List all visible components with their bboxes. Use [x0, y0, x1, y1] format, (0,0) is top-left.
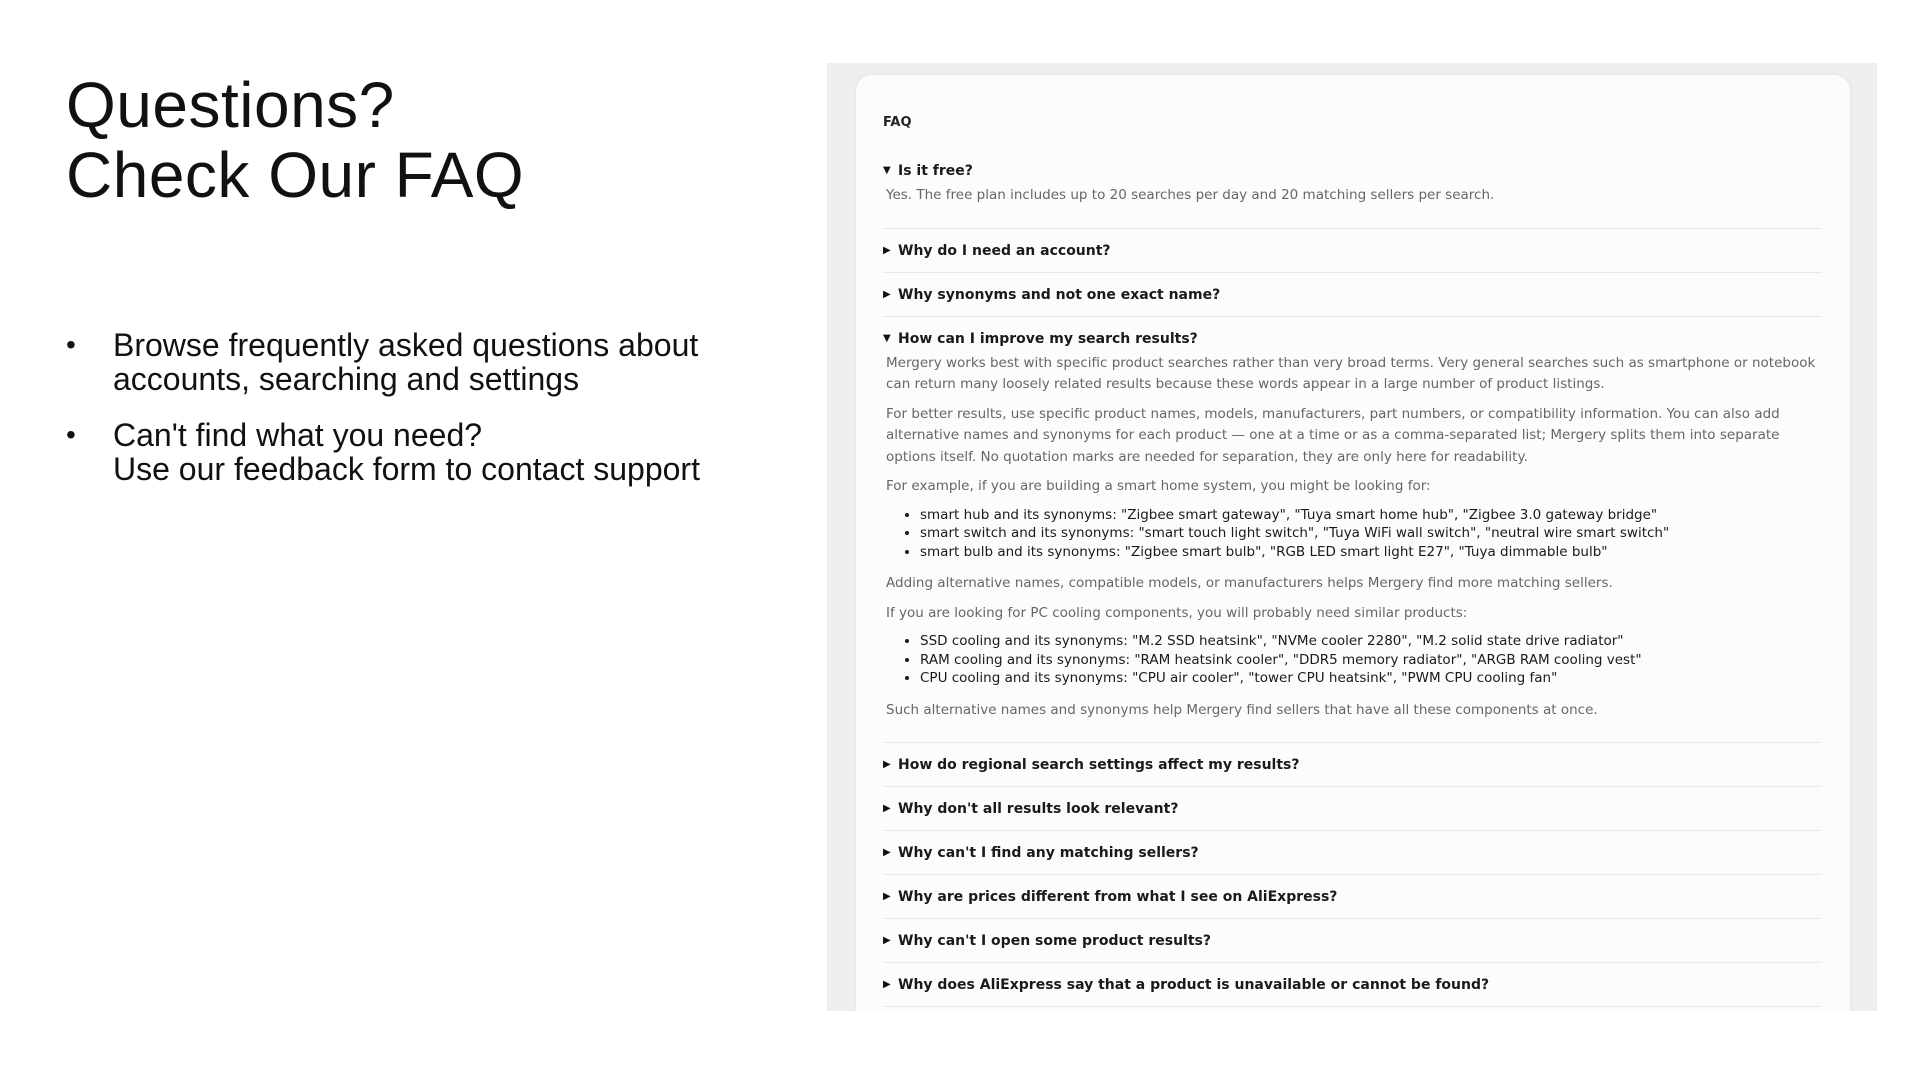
- list-item: • CPU cooling and its synonyms: "CPU air cooler", "tower CPU heatsink", "PWM CPU cooling fan": [920, 669, 1822, 688]
- faq-question-toggle[interactable]: [883, 797, 1822, 821]
- faq-answer: [883, 351, 1822, 734]
- triangle-right-icon: ▶: [883, 244, 891, 256]
- triangle-right-icon: ▶: [883, 979, 891, 990]
- faq-question-toggle[interactable]: [883, 327, 1822, 351]
- slide-bullet-list: [66, 328, 766, 508]
- triangle-right-icon: ▶: [883, 759, 891, 770]
- faq-answer-example-list: [886, 632, 1822, 688]
- faq-answer: [883, 183, 1822, 219]
- faq-heading: FAQ: [883, 115, 912, 130]
- faq-item: [883, 875, 1822, 919]
- list-item: • SSD cooling and its synonyms: "M.2 SSD heatsink", "NVMe cooler 2280", "M.2 solid state drive radiator": [920, 632, 1822, 651]
- faq-question-toggle[interactable]: [883, 753, 1822, 777]
- faq-question-text: Why do I need an account?: [898, 242, 1111, 259]
- list-item: • smart switch and its synonyms: "smart touch light switch", "Tuya WiFi wall switch", "neutral wire smart switch": [920, 524, 1822, 543]
- faq-item: [883, 831, 1822, 875]
- faq-answer-paragraph: For better results, use specific product names, models, manufacturers, part numbers, or compatibility information. You can also add alternative names and synonyms for each product — one at a time or as a comma-separated list; Mergery splits them into separate options itself. No quotation marks are needed for separation, they are only here for readability.: [886, 405, 1780, 465]
- faq-question-text: Why does AliExpress say that a product is unavailable or cannot be found?: [898, 977, 1490, 993]
- triangle-down-icon: ▼: [883, 165, 891, 176]
- bullet-text-line: Browse frequently asked questions about: [113, 327, 699, 363]
- bullet-item: [66, 418, 766, 486]
- faq-item: [883, 919, 1822, 963]
- triangle-right-icon: ▶: [883, 891, 891, 902]
- faq-question-toggle[interactable]: [883, 929, 1822, 953]
- triangle-right-icon: ▶: [883, 288, 891, 300]
- faq-question-toggle[interactable]: [883, 841, 1822, 865]
- faq-question-text: Why can't I find any matching sellers?: [898, 845, 1199, 861]
- faq-item: [883, 317, 1822, 744]
- triangle-right-icon: ▶: [883, 803, 891, 814]
- faq-answer-paragraph: Mergery works best with specific product searches rather than very broad terms. Very general searches such as smartphone or notebook can return many loosely related results because these words appear in a large number of product listings.: [886, 354, 1816, 392]
- faq-question-text: How do regional search settings affect my results?: [898, 757, 1300, 773]
- faq-item: [883, 963, 1822, 1007]
- slide-title-line-1: Questions?: [66, 69, 395, 141]
- triangle-right-icon: ▶: [883, 847, 891, 858]
- list-item: • smart bulb and its synonyms: "Zigbee smart bulb", "RGB LED smart light E27", "Tuya dimmable bulb": [920, 543, 1822, 562]
- faq-item: [883, 229, 1822, 273]
- faq-item: [883, 149, 1822, 229]
- bullet-text-line: Use our feedback form to contact support: [113, 451, 700, 487]
- faq-question-text: Is it free?: [898, 163, 973, 179]
- bullet-dot-icon: •: [66, 329, 76, 360]
- faq-answer-paragraph: If you are looking for PC cooling components, you will probably need similar products:: [886, 604, 1468, 621]
- triangle-right-icon: ▶: [883, 935, 891, 946]
- bullet-dot-icon: •: [66, 419, 76, 450]
- faq-answer-paragraph: Yes. The free plan includes up to 20 searches per day and 20 matching sellers per search.: [886, 187, 1495, 203]
- faq-question-text: Why synonyms and not one exact name?: [898, 286, 1221, 303]
- faq-list: [883, 149, 1822, 1007]
- faq-question-toggle[interactable]: [883, 283, 1822, 307]
- faq-question-text: Why don't all results look relevant?: [898, 801, 1179, 817]
- list-item: • RAM cooling and its synonyms: "RAM heatsink cooler", "DDR5 memory radiator", "ARGB RAM cooling vest": [920, 651, 1822, 670]
- slide-title: [66, 70, 524, 210]
- faq-screenshot-frame: [827, 63, 1877, 1011]
- faq-answer-paragraph: For example, if you are building a smart home system, you might be looking for:: [886, 478, 1431, 494]
- faq-question-toggle[interactable]: [883, 239, 1822, 263]
- slide-title-line-2: Check Our FAQ: [66, 139, 525, 211]
- faq-item: [883, 743, 1822, 787]
- faq-card: [856, 75, 1850, 1011]
- faq-question-text: Why can't I open some product results?: [898, 933, 1211, 949]
- faq-item: [883, 787, 1822, 831]
- faq-question-text: Why are prices different from what I see on AliExpress?: [898, 889, 1338, 905]
- list-item: • smart hub and its synonyms: "Zigbee smart gateway", "Tuya smart home hub", "Zigbee 3.0 gateway bridge": [920, 506, 1822, 525]
- faq-question-toggle[interactable]: [883, 885, 1822, 909]
- faq-answer-paragraph: Adding alternative names, compatible models, or manufacturers helps Mergery find more matching sellers.: [886, 575, 1613, 591]
- bullet-text-line: accounts, searching and settings: [113, 361, 580, 397]
- faq-question-text: How can I improve my search results?: [898, 330, 1198, 347]
- bullet-text-line: Can't find what you need?: [113, 417, 483, 453]
- bullet-item: [66, 328, 766, 396]
- faq-item: [883, 273, 1822, 317]
- triangle-down-icon: ▼: [883, 332, 891, 344]
- faq-question-toggle[interactable]: [883, 973, 1822, 997]
- faq-question-toggle[interactable]: [883, 159, 1822, 183]
- faq-answer-example-list: [886, 506, 1822, 562]
- faq-answer-paragraph: Such alternative names and synonyms help Mergery find sellers that have all these components at once.: [886, 701, 1598, 718]
